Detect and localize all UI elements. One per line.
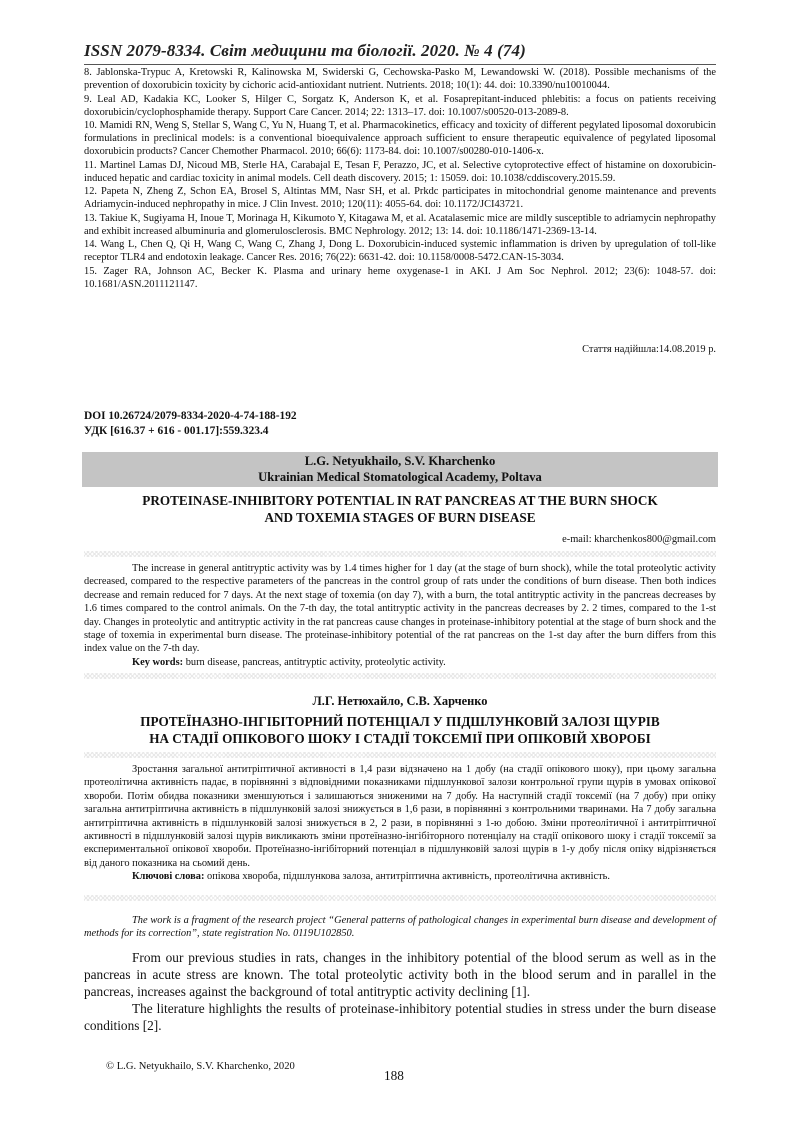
- keywords-text: опікова хвороба, підшлункова залоза, антитріптична активність, протеолітична активність.: [204, 871, 610, 883]
- reference-item: 15. Zager RA, Johnson AC, Becker K. Plasma and urinary heme oxygenase-1 in AKI. J Am Soc Nephrol. 2012; 23(6): 1048-57. doi: 10.1681/ASN.2011121147.: [84, 265, 716, 290]
- reference-item: 12. Papeta N, Zheng Z, Schon EA, Brosel S, Altintas MM, Nasr SH, et al. Prkdc participates in mitochondrial genome maintenance and prevents Adriamycin-induced nephropathy in mice. J Clin Invest. 2010; 120(11): 4055-64. doi: 10.1172/JCI43721.: [84, 186, 716, 210]
- title-line: ПРОТЕЇНАЗНО-ІНГІБІТОРНИЙ ПОТЕНЦІАЛ У ПІДШЛУНКОВІЙ ЗАЛОЗІ ЩУРІВ: [140, 714, 660, 729]
- reference-item: 8. Jablonska-Trypuc A, Kretowski R, Kalinowska M, Swiderski G, Cechowska-Pasko M, Lewandowski W. (2018). Possible mechanisms of the prevention of doxorubicin toxicity by cichoric acid-antioxidant nutrient. Nutrients. 2018; 10(1): 44. doi: 10.3390/nu10010044.: [84, 67, 716, 91]
- wavy-divider: [84, 551, 716, 557]
- reference-item: 13. Takiue K, Sugiyama H, Inoue T, Morinaga H, Kikumoto Y, Kitagawa M, et al. Acatalasemic mice are mildly susceptible to adriamycin nephropathy and exhibit increased albuminuria and glomerulosclerosis. BMC Nephrology. 2012; 13: 14. doi: 10.1186/1471-2369-13-14.: [84, 212, 716, 237]
- reference-item: 10. Mamidi RN, Weng S, Stellar S, Wang C, Yu N, Huang T, et al. Pharmacokinetics, efficacy and toxicity of different pegylated liposomal doxorubicin formulations in preclinical models: is a conventional bioequivalence approach sufficient to ensure therapeutic equivalence of pegylated liposomal doxorubicin products? Cancer Chemother Pharmacol. 2010; 66(6): 1173-84. doi: 10.1007/s00280-010-1406-x.: [84, 120, 716, 157]
- reference-item: 14. Wang L, Chen Q, Qi H, Wang C, Wang C, Zhang J, Dong L. Doxorubicin-induced systemic inflammation is driven by upregulation of toll-like receptor TLR4 and endotoxin leakage. Cancer Res. 2016; 76(22): 6631-42. doi: 10.1158/0008-5472.CAN-15-3034.: [84, 239, 716, 263]
- title-line: НА СТАДІЇ ОПІКОВОГО ШОКУ І СТАДІЇ ТОКСЕМІЇ ПРИ ОПІКОВІЙ ХВОРОБІ: [149, 731, 651, 746]
- authors-ua: Л.Г. Нетюхайло, С.В. Харченко: [312, 694, 488, 708]
- reference-list: [84, 66, 716, 291]
- project-note-text: The work is a fragment of the research project “General patterns of pathological changes in experimental burn disease and development of methods for its correction”, state registration No. 0119U102850.: [84, 915, 716, 940]
- keywords-label: Ключові слова:: [132, 871, 205, 883]
- page-number: 188: [384, 1068, 404, 1083]
- article-title-en: [84, 492, 716, 526]
- reference-item: 11. Martinel Lamas DJ, Nicoud MB, Sterle HA, Carabajal E, Tesan F, Perazzo, JC, et al. Selective cytoprotective effect of histamine on doxorubicin-induced hepatic and cardiac toxicity in animal models. Cell death discovery. 2015; 1: 15059. doi: 10.1038/cddiscovery.2015.59.: [84, 159, 716, 184]
- abstract-ua: [84, 763, 716, 884]
- article-identifiers: [84, 409, 297, 439]
- body-paragraph: From our previous studies in rats, changes in the inhibitory potential of the blood serum as well as in the pancreas in acute stress are known. The total proteolytic activity both in the blood serum and in parallel in the pancreas, increases against the background of total antitryptic activity declining [1].: [84, 950, 716, 999]
- article-title-ua: [84, 713, 716, 747]
- keywords-en: [84, 656, 716, 669]
- contact-email: e-mail: kharchenkos800@gmail.com: [562, 534, 716, 545]
- udk-text: УДК [616.37 + 616 - 001.17]:559.323.4: [84, 425, 269, 437]
- copyright: © L.G. Netyukhailo, S.V. Kharchenko, 2020: [106, 1061, 295, 1072]
- affiliation: Ukrainian Medical Stomatological Academy, Poltava: [258, 470, 542, 484]
- abstract-text: Зростання загальної антитріптичної активності в 1,4 рази відзначено на 1 добу (на стадії опікового шоку), при цьому загальна протеолітична активність падає, в порівнянні з відповідними показниками підшлункової залози контрольної групи щурів в умовах опікової хвороби. Потім обидва показники зменшуються і залишаються зниженими на 7 добу. На наступній стадії токсемії (на 7 добу) при опіку загальна антитріптична активність в підшлунковій залозі знижується в 1,6 рази, в порівнянні з контрольними тваринами. На 7 добу загальна антитріптична активність в підшлунковій залозі знижується в 2, 2 рази, в порівнянні з 1-ю добою. Зміни протеолітичної і антитріптичної активності в підшлунковій залозі щурів викликають зміни протеїназно-інгібіторного потенціалу на стадії опікового шоку і стадії токсемії за експериментальної опікової хвороби. Протеїназно-інгібіторний потенціал в підшлунковій залозі щурів в 1-у добу після опіку відрізняється від даного показника на сьомий день.: [84, 764, 716, 869]
- keywords-ua: [84, 870, 716, 883]
- abstract-text: The increase in general antitryptic activity was by 1.4 times higher for 1 day (at the stage of burn shock), while the total proteolytic activity decreased, compared to the respective parameters of the pancreas in the control group of rats under the conditions of burn disease. Then both indices decrease and remain reduced for 7 days. At the next stage of toxemia (on day 7), with a burn, the total antitryptic activity in the pancreas decreases by 1.6 times compared to the control animals. On the 7-th day, the total antitryptic activity in the pancreas decreases by 2. 2 times, compared to the 1-st day. Changes in proteolytic and antitryptic activity in the rat pancreas cause changes in proteinase-inhibitory potential at the stage of burn shock and the stage of toxemia in experimental burn disease. The proteinase-inhibitory potential of the rat pancreas on the 1-st day after the burn differs from this index value on the 7-th day.: [84, 563, 716, 655]
- doi-text: DOI 10.26724/2079-8334-2020-4-74-188-192: [84, 410, 297, 422]
- abstract-en: [84, 562, 716, 669]
- authors-en: L.G. Netyukhailo, S.V. Kharchenko: [304, 454, 496, 468]
- received-date: Стаття надійшла:14.08.2019 р.: [582, 344, 716, 355]
- body-paragraph: The literature highlights the results of proteinase-inhibitory potential studies in stress under the burn disease conditions [2].: [84, 1001, 716, 1033]
- reference-item: 9. Leal AD, Kadakia KC, Looker S, Hilger C, Sorgatz K, Anderson K, et al. Fosaprepitant-induced phlebitis: a focus on patients receiving doxorubicin/cyclophosphamide therapy. Support Care Cancer. 2014; 22: 1313–17. doi: 10.1007/s00520-013-2089-8.: [84, 93, 716, 118]
- keywords-text: burn disease, pancreas, antitryptic activity, proteolytic activity.: [183, 656, 446, 668]
- running-header: ISSN 2079-8334. Світ медицини та біології. 2020. № 4 (74): [84, 41, 716, 65]
- body-text: [84, 949, 716, 1034]
- keywords-label: Key words:: [132, 656, 184, 668]
- authors-banner: [82, 452, 718, 487]
- title-line: PROTEINASE-INHIBITORY POTENTIAL IN RAT PANCREAS AT THE BURN SHOCK: [142, 493, 658, 508]
- wavy-divider: [84, 895, 716, 901]
- title-line: AND TOXEMIA STAGES OF BURN DISEASE: [264, 510, 536, 525]
- wavy-divider: [84, 752, 716, 758]
- project-note: [84, 914, 716, 941]
- wavy-divider: [84, 673, 716, 679]
